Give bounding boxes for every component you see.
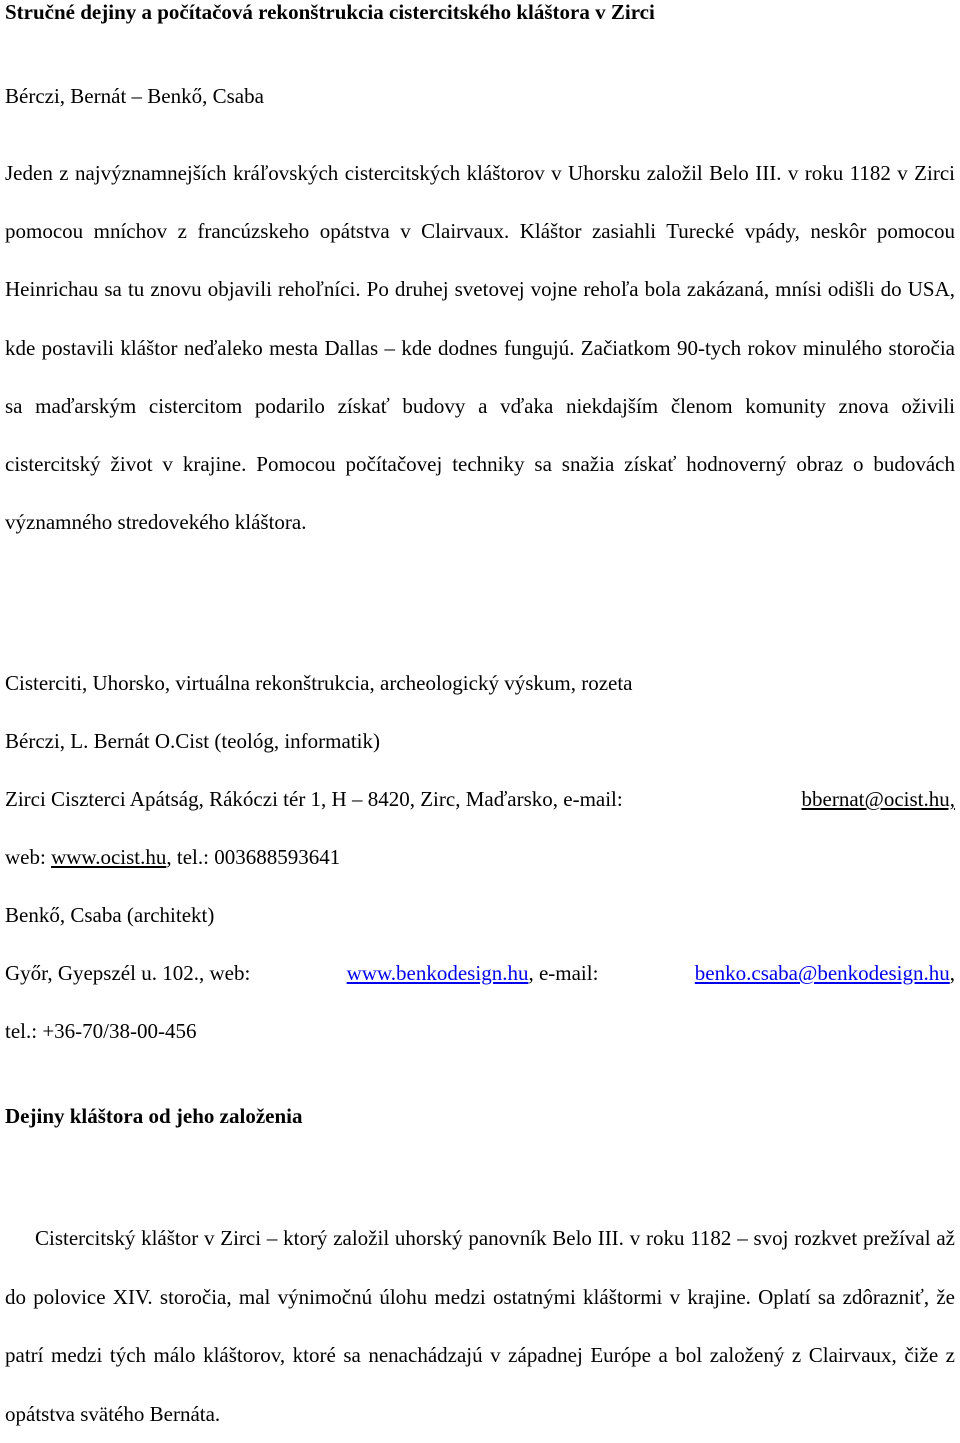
- author1-web-label: web:: [5, 845, 46, 869]
- author1-tel: , tel.: 003688593641: [166, 845, 341, 869]
- author2-web-link[interactable]: www.benkodesign.hu: [346, 961, 529, 985]
- author1-email-link[interactable]: bbernat@ocist.hu,: [801, 787, 955, 811]
- author1-name: Bérczi, L. Bernát O.Cist (teológ, informatik): [5, 729, 380, 753]
- document-title: Stručné dejiny a počítačová rekonštrukcia cistercitského kláštora v Zirci: [5, 0, 655, 24]
- author2-tel: tel.: +36-70/38-00-456: [5, 1019, 197, 1043]
- section-paragraph: Cistercitský kláštor v Zirci – ktorý založil uhorský panovník Belo III. v roku 1182 – svoj rozkvet prežíval až do polovice XIV. storočia, mal výnimočnú úlohu medzi ostatnými kláštormi v krajine. Oplatí sa zdôrazniť, že patrí medzi tých málo kláštorov, ktoré sa nenachádzajú v západnej Európe a bol založený z Clairvaux, čiže z opátstva svätého Bernáta.: [5, 1226, 955, 1426]
- author1-address-line: [5, 785, 955, 813]
- author2-email-label: , e-mail:: [528, 961, 599, 985]
- abstract-paragraph: Jeden z najvýznamnejších kráľovských cistercitských kláštorov v Uhorsku založil Belo III. v roku 1182 v Zirci pomocou mníchov z francúzskeho opátstva v Clairvaux. Kláštor zasiahli Turecké vpády, neskôr pomocou Heinrichau sa tu znovu objavili rehoľníci. Po druhej svetovej vojne rehoľa bola zakázaná, mnísi odišli do USA, kde postavili kláštor neďaleko mesta Dallas – kde dodnes fungujú. Začiatkom 90-tych rokov minulého storočia sa maďarským cistercitom podarilo získať budovy a vďaka niekdajším členom komunity znova oživili cistercitský život v krajine. Pomocou počítačovej techniky sa snažia získať hodnoverný obraz o budovách významného stredovekého kláštora.: [5, 161, 955, 535]
- keywords-line: Cisterciti, Uhorsko, virtuálna rekonštrukcia, archeologický výskum, rozeta: [5, 671, 633, 695]
- author2-email-link[interactable]: benko.csaba@benkodesign.hu: [694, 961, 950, 985]
- authors-line: Bérczi, Bernát – Benkő, Csaba: [5, 84, 264, 108]
- author2-address-line: [5, 959, 955, 987]
- author2-address: Győr, Gyepszél u. 102., web:: [5, 961, 251, 985]
- section-heading: Dejiny kláštora od jeho založenia: [5, 1104, 303, 1128]
- author1-web-link[interactable]: www.ocist.hu: [51, 845, 167, 869]
- author2-comma: ,: [949, 961, 955, 985]
- author2-name: Benkő, Csaba (architekt): [5, 903, 215, 927]
- author1-address: Zirci Ciszterci Apátság, Rákóczi tér 1, H – 8420, Zirc, Maďarsko, e-mail:: [5, 787, 623, 811]
- author1-web-line: [5, 843, 340, 871]
